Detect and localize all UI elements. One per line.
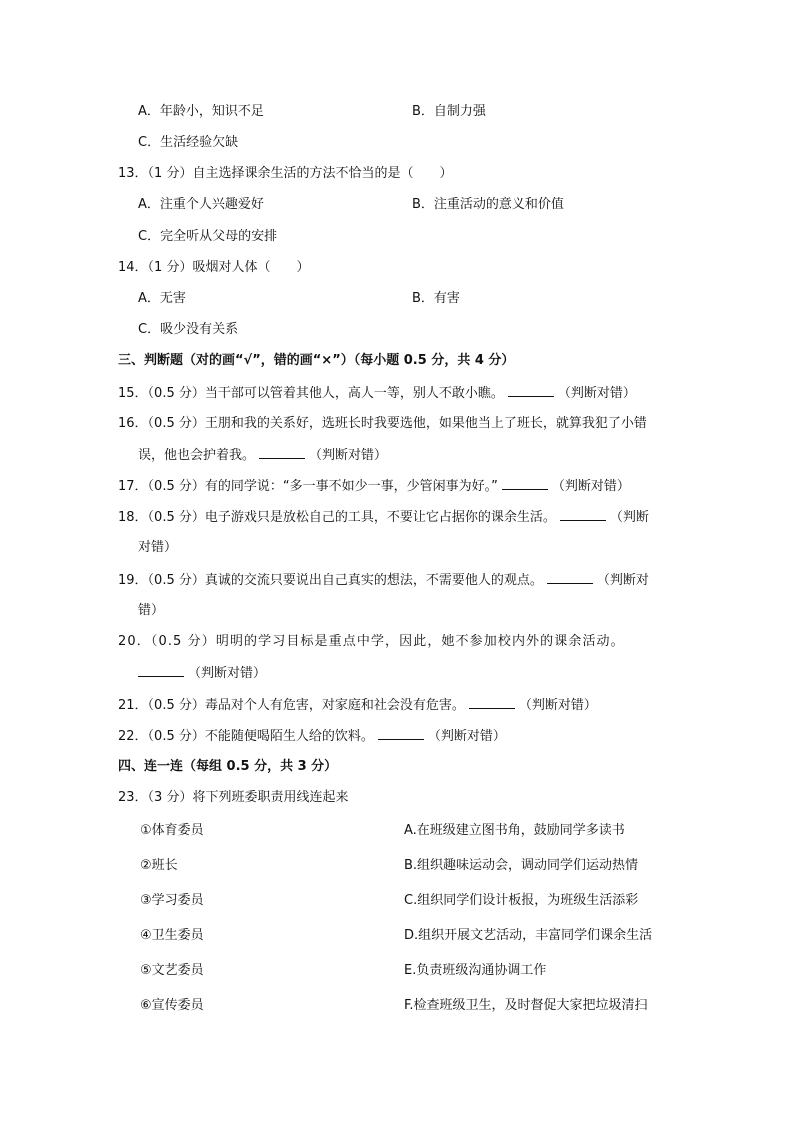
- q17: [118, 477, 630, 496]
- answer-blank: [259, 446, 305, 459]
- q19-text: 19．（0.5 分）真诚的交流只要说出自己真实的想法，不需要他人的观点。: [118, 573, 543, 588]
- answer-blank: [469, 696, 515, 709]
- q19-tail: （判断对: [596, 573, 649, 588]
- q18-text: 18．（0.5 分）电子游戏只是放松自己的工具，不要让它占据你的课余生活。: [118, 510, 556, 525]
- q14-stem: 14．（1 分）吸烟对人体（ ）: [118, 260, 310, 275]
- match-left-item: ④卫生委员: [140, 928, 204, 943]
- match-right-item: E.负责班级沟通协调工作: [404, 963, 547, 978]
- answer-blank: [560, 508, 606, 521]
- answer-blank: [378, 727, 424, 740]
- match-right-item: C.组织同学们设计板报，为班级生活添彩: [404, 893, 639, 908]
- answer-blank: [502, 477, 548, 490]
- q20-line2: [138, 664, 266, 683]
- q21-text: 21．（0.5 分）毒品对个人有危害，对家庭和社会没有危害。: [118, 698, 465, 713]
- answer-blank: [508, 384, 554, 397]
- q17-tail: （判断对错）: [551, 479, 630, 494]
- q16-line1: 16．（0.5 分）王朋和我的关系好，选班长时我要选他，如果他当上了班长，就算我犯了小错: [118, 416, 647, 431]
- q20-line1: 20．（0.5 分）明明的学习目标是重点中学，因此，她不参加校内外的课余活动。: [118, 634, 625, 649]
- q13-stem: 13．（1 分）自主选择课余生活的方法不恰当的是（ ）: [118, 166, 453, 181]
- q20-tail: （判断对错）: [188, 666, 267, 681]
- q12-option-a: A．年龄小，知识不足: [138, 104, 264, 119]
- q17-text: 17．（0.5 分）有的同学说：“多一事不如少一事，少管闲事为好。”: [118, 479, 498, 494]
- match-left-item: ②班长: [140, 858, 178, 873]
- q23-stem: 23．（3 分）将下列班委职责用线连起来: [118, 790, 349, 805]
- match-right-item: A.在班级建立图书角，鼓励同学多读书: [404, 823, 625, 838]
- section3-heading: 三、判断题（对的画“√”，错的画“×”）（每小题 0.5 分，共 4 分）: [118, 353, 515, 368]
- match-left-item: ①体育委员: [140, 823, 204, 838]
- q21: [118, 696, 597, 715]
- answer-blank: [547, 571, 593, 584]
- q18-line2: 对错）: [138, 540, 178, 555]
- q15-tail: （判断对错）: [557, 386, 636, 401]
- q16-tail: （判断对错）: [309, 448, 388, 463]
- q12-option-b: B．自制力强: [412, 104, 486, 119]
- q19-line1: [118, 571, 649, 590]
- answer-blank: [138, 664, 184, 677]
- q13-option-a: A．注重个人兴趣爱好: [138, 197, 264, 212]
- match-left-item: ⑥宣传委员: [140, 998, 204, 1013]
- q22: [118, 727, 506, 746]
- match-right-item: B.组织趣味运动会，调动同学们运动热情: [404, 858, 639, 873]
- q15-text: 15．（0.5 分）当干部可以管着其他人，高人一等，别人不敢小瞧。: [118, 386, 504, 401]
- match-right-item: D.组织开展文艺活动，丰富同学们课余生活: [404, 928, 653, 943]
- q19-line2: 错）: [138, 603, 165, 618]
- q22-tail: （判断对错）: [427, 729, 506, 744]
- q14-option-c: C．吸少没有关系: [138, 322, 239, 337]
- q12-option-c: C．生活经验欠缺: [138, 135, 239, 150]
- match-left-item: ③学习委员: [140, 893, 204, 908]
- q14-option-a: A．无害: [138, 291, 186, 306]
- section4-heading: 四、连一连（每组 0.5 分，共 3 分）: [118, 759, 338, 774]
- q22-text: 22．（0.5 分）不能随便喝陌生人给的饮料。: [118, 729, 374, 744]
- q14-option-b: B．有害: [412, 291, 460, 306]
- match-right-item: F.检查班级卫生，及时督促大家把垃圾清扫: [404, 998, 648, 1013]
- q16-line2: [138, 446, 387, 465]
- q21-tail: （判断对错）: [518, 698, 597, 713]
- q13-option-c: C．完全听从父母的安排: [138, 229, 278, 244]
- q16-text: 误，他也会护着我。: [138, 448, 256, 463]
- q18-tail: （判断: [609, 510, 649, 525]
- match-left-item: ⑤文艺委员: [140, 963, 204, 978]
- q18-line1: [118, 508, 649, 527]
- q13-option-b: B．注重活动的意义和价值: [412, 197, 564, 212]
- q15: [118, 384, 636, 403]
